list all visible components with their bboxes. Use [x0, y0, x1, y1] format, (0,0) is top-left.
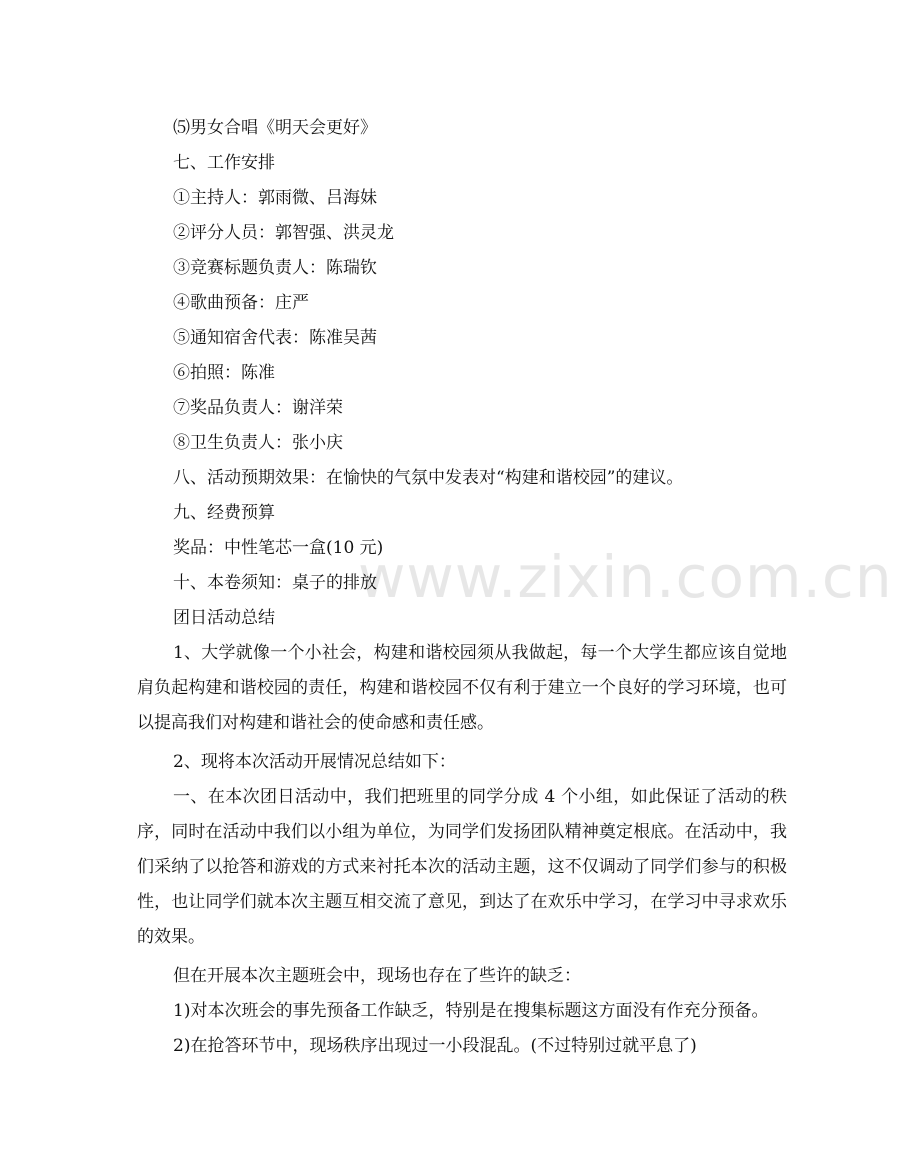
list-item-photo: ⑥拍照：陈准 — [173, 363, 275, 383]
summary-paragraph-3: 一、在本次团日活动中，我们把班里的同学分成 4 个小组，如此保证了活动的秩序，同时在活动中我们以小组为单位，为同学们发扬团队精神奠定根底。在活动中，我们采纳了以抢答和游戏的方式来衬托本次的活动主题，这不仅调动了同学们参与的积极性，也让同学们就本次主题互相交流了意见，到达了在欢乐中学习，在学习中寻求欢乐的效果。 — [137, 787, 787, 947]
shortcoming-item-1: 1)对本次班会的事先预备工作缺乏，特别是在搜集标题这方面没有作充分预备。 — [173, 1001, 769, 1021]
budget-item: 奖品：中性笔芯一盒(10 元) — [173, 538, 384, 558]
watermark: www.zixin.com.cn — [358, 543, 893, 611]
list-item-host: ①主持人：郭雨微、吕海妹 — [173, 188, 377, 208]
list-item-cleaning: ⑧卫生负责人：张小庆 — [173, 433, 343, 453]
summary-title: 团日活动总结 — [173, 608, 275, 628]
program-item-chorus: ⑸男女合唱《明天会更好》 — [173, 118, 377, 138]
list-item-quiz-lead: ③竞赛标题负责人：陈瑞钦 — [173, 258, 377, 278]
summary-paragraph-2: 2、现将本次活动开展情况总结如下： — [173, 752, 456, 772]
section-heading-notes: 十、本卷须知：桌子的排放 — [173, 573, 377, 593]
section-heading-expected-effect: 八、活动预期效果：在愉快的气氛中发表对“构建和谐校园”的建议。 — [173, 468, 684, 488]
shortcoming-item-2: 2)在抢答环节中，现场秩序出现过一小段混乱。(不过特别过就平息了) — [173, 1036, 697, 1056]
list-item-songs: ④歌曲预备：庄严 — [173, 293, 309, 313]
shortcomings-intro: 但在开展本次主题班会中，现场也存在了些许的缺乏： — [173, 966, 581, 986]
section-heading-work-arrangement: 七、工作安排 — [173, 153, 275, 173]
list-item-judges: ②评分人员：郭智强、洪灵龙 — [173, 223, 394, 243]
list-item-dorm-notice: ⑤通知宿舍代表：陈准吴茜 — [173, 328, 377, 348]
summary-paragraph-1: 1、大学就像一个小社会，构建和谐校园须从我做起，每一个大学生都应该自觉地肩负起构建和谐校园的责任，构建和谐校园不仅有利于建立一个良好的学习环境，也可以提高我们对构建和谐社会的使命感和责任感。 — [137, 643, 787, 733]
section-heading-budget: 九、经费预算 — [173, 503, 275, 523]
list-item-prizes: ⑦奖品负责人：谢洋荣 — [173, 398, 343, 418]
